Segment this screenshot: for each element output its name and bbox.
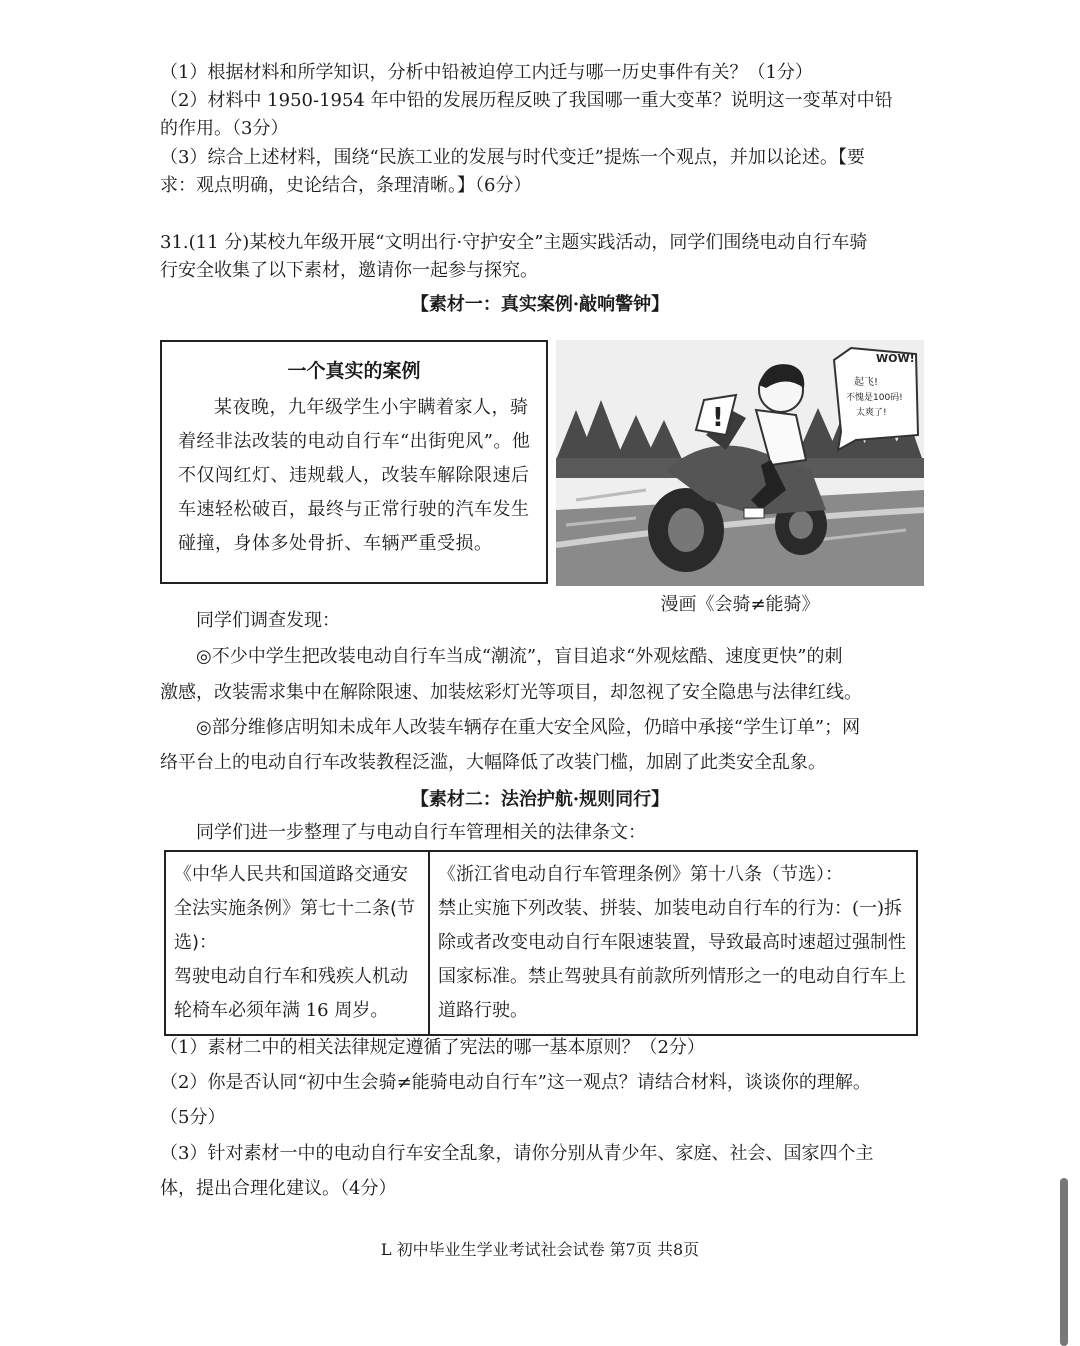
law1-body: 驾驶电动自行车和残疾人机动轮椅车必须年满 16 周岁。 xyxy=(174,966,408,1021)
material2-heading: 【素材二：法治护航·规则同行】 xyxy=(410,789,670,810)
q31-question-3: （3）针对素材一中的电动自行车安全乱象，请你分别从青少年、家庭、社会、国家四个主 xyxy=(160,1143,874,1164)
law1-title: 《中华人民共和国道路交通安全法实施条例》第七十二条(节选)： xyxy=(174,864,416,953)
q31-intro-line2: 行安全收集了以下素材，邀请你一起参与探究。 xyxy=(160,260,538,281)
material1-heading: 【素材一：真实案例·敲响警钟】 xyxy=(410,294,670,315)
case-box xyxy=(160,340,548,584)
q31-question-3-cont: 体，提出合理化建议。（4分） xyxy=(160,1178,397,1199)
page-footer: L 初中毕业生学业考试社会试卷 第7页 共8页 xyxy=(380,1240,700,1259)
case-body: 某夜晚，九年级学生小宇瞒着家人，骑着经非法改装的电动自行车“出街兜风”。他不仅闯红灯、违规载人，改装车解除限速后车速轻松破百，最终与正常行驶的汽车发生碰撞，身体多处骨折、车辆严重受损。 xyxy=(178,397,531,554)
comic-drawing xyxy=(556,340,924,586)
case-title: 一个真实的案例 xyxy=(287,360,421,382)
q30-item-1: （1）根据材料和所学知识，分析中铅被迫停工内迁与哪一历史事件有关？（1分） xyxy=(160,62,813,83)
q30-item-3-cont: 求：观点明确，史论结合，条理清晰。】（6分） xyxy=(160,175,532,196)
findings-intro: 同学们调查发现： xyxy=(196,610,340,631)
svg-text:!: ! xyxy=(712,403,724,433)
law2-cell xyxy=(429,851,917,1035)
comic-wow: WOW! xyxy=(876,352,915,365)
scrollbar-thumb[interactable] xyxy=(1060,1178,1068,1346)
law1-cell xyxy=(165,851,429,1035)
comic-caption: 漫画《会骑≠能骑》 xyxy=(660,594,820,615)
comic-illustration xyxy=(556,340,924,586)
q30-item-2-cont: 的作用。（3分） xyxy=(160,118,289,139)
q31-question-1: （1）素材二中的相关法律规定遵循了宪法的哪一基本原则？（2分） xyxy=(160,1037,705,1058)
law-table xyxy=(164,850,918,1036)
q31-intro-line1: 31.(11 分)某校九年级开展“文明出行·守护安全”主题实践活动，同学们围绕电动自行车骑 xyxy=(160,232,868,253)
comic-speech-3: 太爽了! xyxy=(856,408,887,418)
law2-title: 《浙江省电动自行车管理条例》第十八条（节选）： xyxy=(438,864,843,885)
finding2-line1: ◎部分维修店明知未成年人改装车辆存在重大安全风险，仍暗中承接“学生订单”；网 xyxy=(196,717,861,738)
law2-body: 禁止实施下列改装、拼装、加装电动自行车的行为：(一)拆除或者改变电动自行车限速装置，导致最高时速超过强制性国家标准。禁止驾驶具有前款所列情形之一的电动自行车上道路行驶。 xyxy=(438,898,906,1021)
finding1-line2: 激感，改装需求集中在解除限速、加装炫彩灯光等项目，却忽视了安全隐患与法律红线。 xyxy=(160,682,862,703)
table-row xyxy=(165,851,917,1035)
finding2-line2: 络平台上的电动自行车改装教程泛滥，大幅降低了改装门槛，加剧了此类安全乱象。 xyxy=(160,752,826,773)
q31-question-2: （2）你是否认同“初中生会骑≠能骑电动自行车”这一观点？请结合材料，谈谈你的理解。 xyxy=(160,1072,871,1093)
q31-question-2-cont: （5分） xyxy=(160,1107,226,1128)
comic-speech-1: 起飞! xyxy=(854,377,879,388)
material2-intro: 同学们进一步整理了与电动自行车管理相关的法律条文： xyxy=(196,822,646,843)
comic-speech-2: 不愧是100码! xyxy=(846,393,903,403)
q30-item-3: （3）综合上述材料，围绕“民族工业的发展与时代变迁”提炼一个观点，并加以论述。【要 xyxy=(160,147,865,168)
q30-item-2: （2）材料中 1950-1954 年中铅的发展历程反映了我国哪一重大变革？说明这一变革对中铅 xyxy=(160,90,893,111)
finding1-line1: ◎不少中学生把改装电动自行车当成“潮流”，盲目追求“外观炫酷、速度更快”的刺 xyxy=(196,646,843,667)
